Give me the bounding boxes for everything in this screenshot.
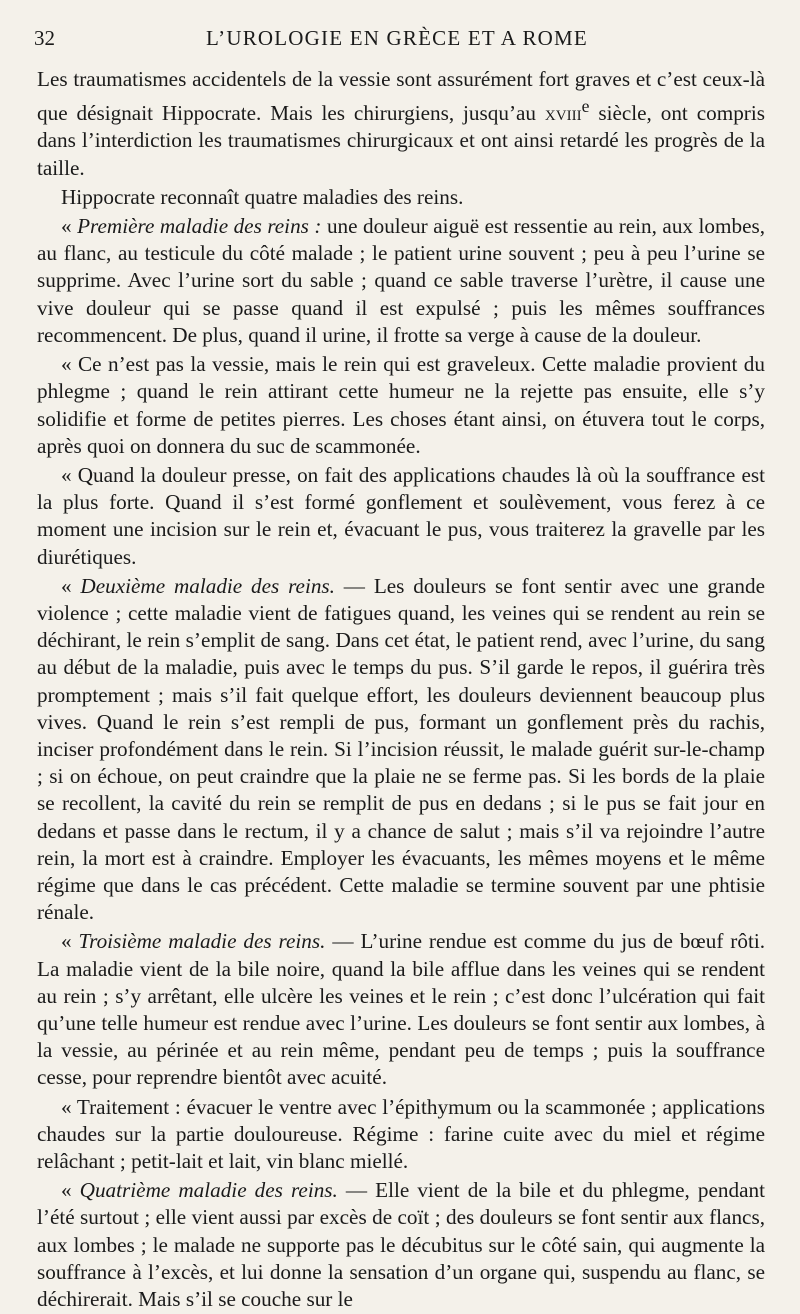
section-heading-second-disease: Deuxième maladie des reins. [80, 573, 335, 598]
page-number: 32 [34, 26, 55, 50]
paragraph-second-disease: « Deuxième maladie des reins. — Les douleurs se font sentir avec une grande violence ; cette maladie vient de fatigues quand, les veines qui se rendent au rein se déchirant, le rein s’emplit de sang. Dans cet état, le patient rend, avec l’urine, du sang au début de la maladie, puis avec le temps du pus. S’il garde le repos, il guérira très promptement ; mais s’il fait quelque effort, les douleurs deviennent beaucoup plus vives. Quand le rein s’est rempli de pus, formant un gonflement près du rachis, inciser profondément dans le rein. Si l’incision réussit, le malade guérit sur-le-champ ; si on échoue, on peut craindre que la plaie ne se ferme pas. Si les bords de la plaie se recollent, la cavité du rein se remplit de pus en dedans ; si le pus se fait jour en dedans et passe dans le rectum, il y a chance de salut ; mais s’il va rejoindre l’autre rein, la mort est à craindre. Employer les évacuants, les mêmes moyens et le même régime que dans le cas précédent. Cette maladie se termine souvent par une phtisie rénale. [37, 573, 766, 925]
century-suffix: e [581, 96, 590, 117]
page-body [37, 66, 765, 1313]
paragraph-treatment: « Traitement : évacuer le ventre avec l’épithymum ou la scammonée ; applications chaudes sur la partie douloureuse. Régime : farine cuite avec du miel et régime relâchant ; petit-lait et lait, vin blanc miellé. [37, 1094, 765, 1173]
paragraph-first-disease: « Première maladie des reins : une douleur aiguë est ressentie au rein, aux lombes, au flanc, au testicule du côté malade ; le patient urine souvent ; peu à peu l’urine se supprime. Avec l’urine sort du sable ; quand ce sable traverse l’urètre, il cause une vive douleur qui se passe quand il est expulsé ; puis les mêmes souffrances recommencent. De plus, quand il urine, il frotte sa verge à cause de la douleur. [37, 214, 766, 347]
paragraph-third-disease: « Troisième maladie des reins. — L’urine rendue est comme du jus de bœuf rôti. La maladie vient de la bile noire, quand la bile afflue dans les veines qui se rendent au rein ; s’y arrêtant, elle ulcère les veines et le rein ; c’est donc l’ulcération qui fait qu’une telle humeur est rendue avec l’urine. Les douleurs se font sentir aux lombes, à la vessie, au périnée et au rein même, pendant peu de temps ; puis la souffrance cesse, pour reprendre bientôt avec acuité. [37, 929, 766, 1090]
paragraph-2: Hippocrate reconnaît quatre maladies des reins. [61, 184, 464, 209]
section-heading-third-disease: Troisième maladie des reins. [78, 929, 326, 954]
paragraph-1: Les traumatismes accidentels de la vessie sont assurément fort graves et c’est ceux-là que désignait Hippocrate. Mais les chirurgiens, jusqu’au xviii$^e$ siècle, ont compris dans l’interdiction les traumatismes chirurgicaux et ont ainsi retardé les progrès de la taille. [37, 67, 765, 180]
page-header [34, 18, 760, 54]
section-heading-first-disease: Première maladie des reins : [77, 214, 322, 239]
running-title: L’UROLOGIE EN GRÈCE ET A ROME [206, 26, 588, 50]
paragraph-5: « Quand la douleur presse, on fait des applications chaudes là où la souffrance est la plus forte. Quand il s’est formé gonflement et soulèvement, vous ferez à ce moment une incision sur le rein et, évacuant le pus, vous traiterez la gravelle par les diurétiques. [37, 462, 765, 569]
paragraph-fourth-disease: « Quatrième maladie des reins. — Elle vient de la bile et du phlegme, pendant l’été surtout ; elle vient aussi par excès de coït ; des douleurs se font sentir aux flancs, aux lombes ; le malade ne supporte pas le décubitus sur le côté sain, qui augmente la souffrance à l’excès, et lui donne la sensation d’un organe qui, suspendu au flanc, se déchirerait. Mais s’il se couche sur le [37, 1178, 765, 1311]
paragraph-4: « Ce n’est pas la vessie, mais le rein qui est graveleux. Cette maladie provient du phlegme ; quand le rein attirant cette humeur ne la rejette pas ensuite, elle s’y solidifie et forme de petites pierres. Les choses étant ainsi, on étuvera tout le corps, après quoi on donnera du suc de scammonée. [37, 352, 765, 458]
century-numeral: xviii [544, 101, 582, 126]
section-heading-fourth-disease: Quatrième maladie des reins. [79, 1178, 338, 1203]
